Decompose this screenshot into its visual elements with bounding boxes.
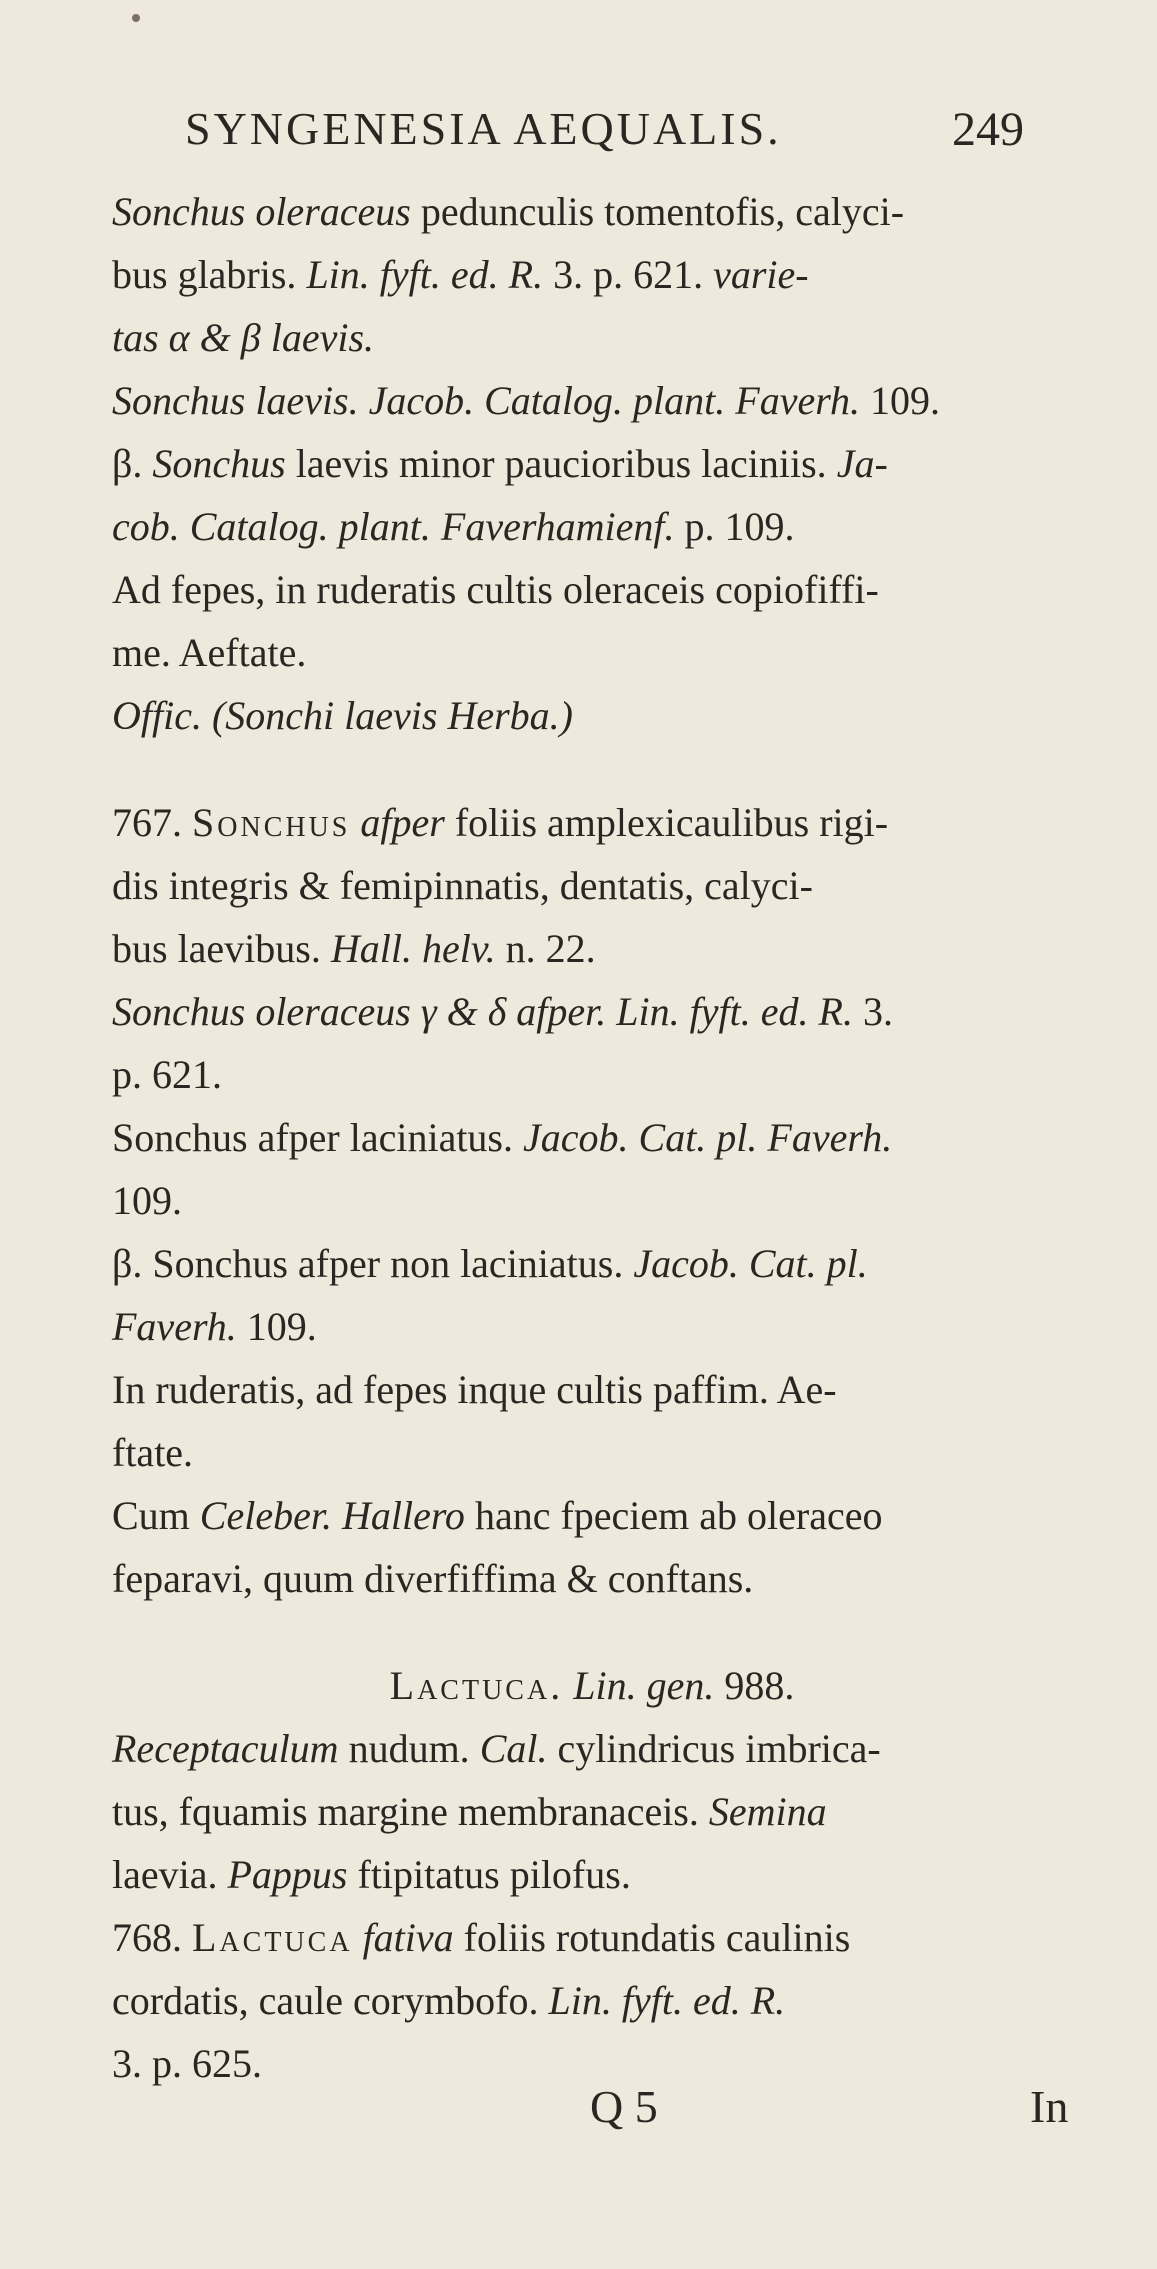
page-footer — [0, 2080, 1157, 2150]
signature-mark: Q 5 — [590, 2081, 658, 2132]
spacer — [112, 747, 1072, 791]
text-line: Sonchus laevis. Jacob. Catalog. plant. Faverh. 109. — [112, 378, 941, 423]
text-line: β. Sonchus laevis minor paucioribus laciniis. Ja- — [112, 441, 888, 486]
genus-heading: Lactuca. Lin. gen. 988. — [389, 1663, 795, 1708]
text-line: 3. p. 625. — [112, 2041, 262, 2086]
text-line: tus, fquamis margine membranaceis. Semina — [112, 1789, 827, 1834]
running-title: SYNGENESIA AEQUALIS. — [185, 103, 782, 154]
text-line: Ad fepes, in ruderatis cultis oleraceis copiofiffi- — [112, 567, 879, 612]
text-line: me. Aeftate. — [112, 630, 307, 675]
text-line: ftate. — [112, 1430, 194, 1475]
text-line: dis integris & femipinnatis, dentatis, calyci- — [112, 863, 813, 908]
text-line: In ruderatis, ad fepes inque cultis paffim. Ae- — [112, 1367, 837, 1412]
text-line: Sonchus afper laciniatus. Jacob. Cat. pl. Faverh. — [112, 1115, 893, 1160]
page-body — [112, 180, 1072, 2095]
text-line: cob. Catalog. plant. Faverhamienf. p. 109. — [112, 504, 795, 549]
text-line: Faverh. 109. — [112, 1304, 317, 1349]
text-line: Cum Celeber. Hallero hanc fpeciem ab oleraceo — [112, 1493, 883, 1538]
text-line: Sonchus oleraceus pedunculis tomentofis, calyci- — [112, 189, 905, 234]
page-header — [0, 102, 1157, 172]
text-line: β. Sonchus afper non laciniatus. Jacob. Cat. pl. — [112, 1241, 868, 1286]
text-line: laevia. Pappus ftipitatus pilofus. — [112, 1852, 631, 1897]
text-line: Sonchus oleraceus γ & δ afper. Lin. fyft. ed. R. 3. — [112, 989, 893, 1034]
text-line: cordatis, caule corymbofo. Lin. fyft. ed. R. — [112, 1978, 786, 2023]
catchword: In — [1030, 2081, 1069, 2132]
text-line: p. 621. — [112, 1052, 222, 1097]
text-line: feparavi, quum diverfiffima & conftans. — [112, 1556, 754, 1601]
ink-speck — [132, 14, 140, 22]
page-number: 249 — [952, 103, 1024, 156]
text-line: 767. Sonchus afper foliis amplexicaulibus rigi- — [112, 800, 889, 845]
text-line: 768. Lactuca fativa foliis rotundatis caulinis — [112, 1915, 851, 1960]
text-line: 109. — [112, 1178, 182, 1223]
text-line: tas α & β laevis. — [112, 315, 375, 360]
text-line: bus glabris. Lin. fyft. ed. R. 3. p. 621. varie- — [112, 252, 809, 297]
text-line: Offic. (Sonchi laevis Herba.) — [112, 693, 573, 738]
text-line: Receptaculum nudum. Cal. cylindricus imbrica- — [112, 1726, 881, 1771]
spacer — [112, 1610, 1072, 1654]
text-line: bus laevibus. Hall. helv. n. 22. — [112, 926, 596, 971]
